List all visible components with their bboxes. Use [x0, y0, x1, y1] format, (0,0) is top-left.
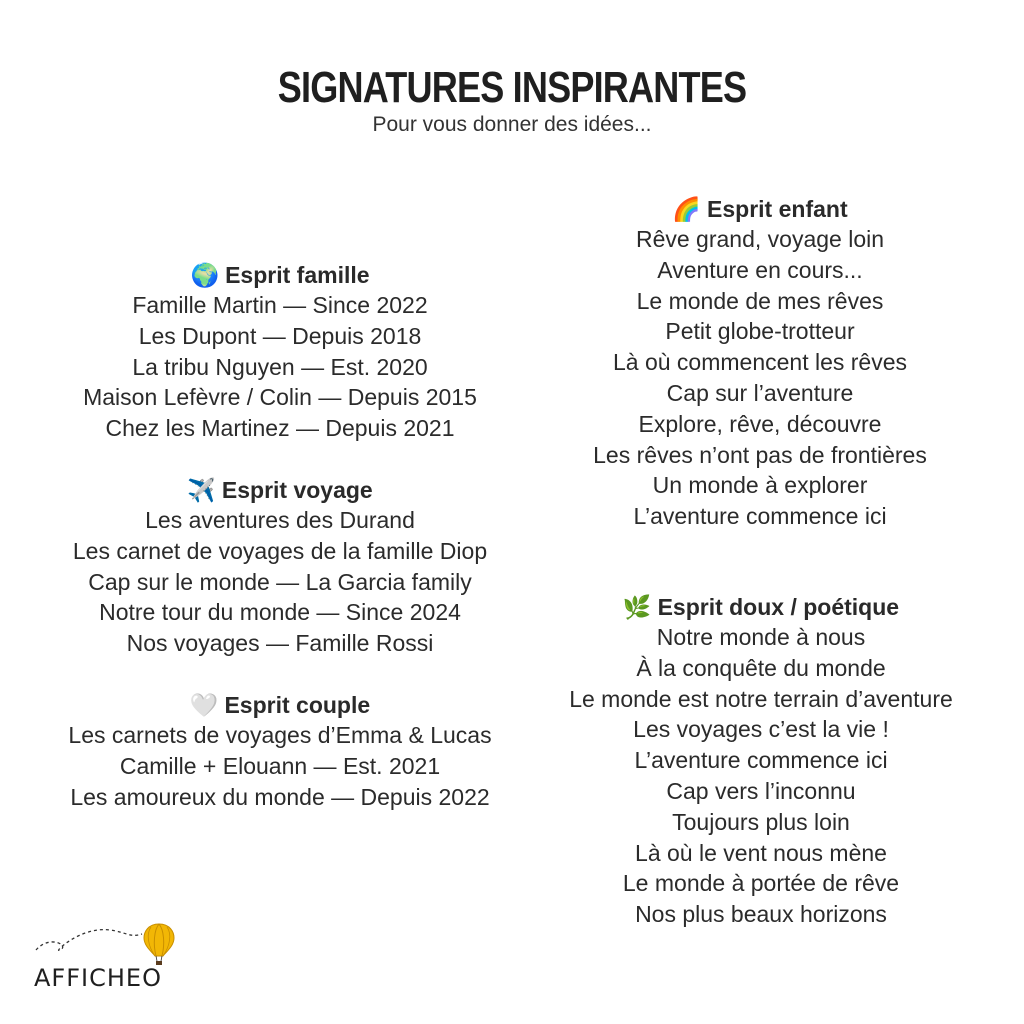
signature-line: Le monde est notre terrain d’aventure [569, 685, 953, 712]
section-heading [530, 194, 990, 224]
rainbow-icon: 🌈 [672, 196, 702, 222]
white-heart-icon: 🤍 [189, 692, 219, 718]
section-title: Esprit enfant [707, 196, 848, 222]
signature-line: Maison Lefèvre / Colin — Depuis 2015 [83, 384, 477, 411]
signature-line: Famille Martin — Since 2022 [132, 292, 428, 318]
signature-line: Toujours plus loin [672, 808, 850, 835]
globe-icon: 🌍 [190, 262, 220, 288]
signature-line: Camille + Elouann — Est. 2021 [119, 752, 441, 779]
signature-line: Rêve grand, voyage loin [635, 226, 885, 252]
section-title: Esprit famille [225, 262, 370, 288]
leaf-icon: 🌿 [622, 594, 652, 620]
signature-line: L’aventure commence ici [634, 747, 888, 774]
page-subtitle: Pour vous donner des idées... [372, 113, 652, 136]
section-doux [530, 592, 992, 930]
section-title: Esprit voyage [221, 477, 373, 503]
signature-line: Un monde à explorer [652, 472, 868, 499]
brand-name: AFFICHEO [34, 964, 162, 992]
signature-line: Cap sur le monde — La Garcia family [88, 568, 472, 595]
signature-line: Les rêves n’ont pas de frontières [593, 441, 927, 468]
signature-line: Nos voyages — Famille Rossi [126, 630, 434, 657]
signature-line: Cap sur l’aventure [666, 379, 854, 406]
brand-logo [30, 920, 190, 1000]
section-heading [530, 592, 992, 622]
signature-line: Les carnets de voyages d’Emma & Lucas [68, 722, 492, 748]
signature-line: Les Dupont — Depuis 2018 [138, 322, 422, 349]
signature-line: Cap vers l’inconnu [666, 777, 856, 804]
signature-line: Les voyages c’est la vie ! [633, 716, 889, 743]
signature-line: Le monde à portée de rêve [622, 870, 900, 897]
signature-line: Petit globe-trotteur [665, 318, 855, 345]
signature-line: Les amoureux du monde — Depuis 2022 [70, 783, 490, 810]
signature-line: Nos plus beaux horizons [635, 901, 887, 928]
signature-line: Là où le vent nous mène [635, 839, 887, 866]
signature-line: Notre tour du monde — Since 2024 [99, 599, 461, 626]
page-title: SIGNATURES INSPIRANTES [277, 63, 747, 112]
signature-line: Explore, rêve, découvre [638, 410, 882, 437]
section-enfant [530, 194, 990, 532]
section-title: Esprit couple [224, 692, 371, 718]
signature-line: Chez les Martinez — Depuis 2021 [105, 415, 455, 442]
hot-air-balloon-icon [142, 922, 176, 966]
section-heading [20, 690, 540, 720]
signature-line: La tribu Nguyen — Est. 2020 [132, 353, 428, 380]
section-famille [30, 260, 530, 444]
section-title: Esprit doux / poétique [657, 594, 900, 620]
signature-line: Aventure en cours... [657, 256, 863, 283]
section-heading [20, 475, 540, 505]
signature-line: Les carnet de voyages de la famille Diop [72, 537, 488, 564]
airplane-icon: ✈️ [187, 477, 216, 503]
signature-line: Là où commencent les rêves [612, 349, 908, 376]
signature-line: À la conquête du monde [636, 654, 886, 681]
signature-line: Notre monde à nous [656, 624, 866, 650]
section-couple [20, 690, 540, 812]
signature-line: Les aventures des Durand [145, 507, 415, 533]
signature-line: Le monde de mes rêves [636, 287, 884, 314]
section-voyage [20, 475, 540, 659]
signature-line: L’aventure commence ici [633, 503, 887, 530]
section-heading [30, 260, 530, 290]
